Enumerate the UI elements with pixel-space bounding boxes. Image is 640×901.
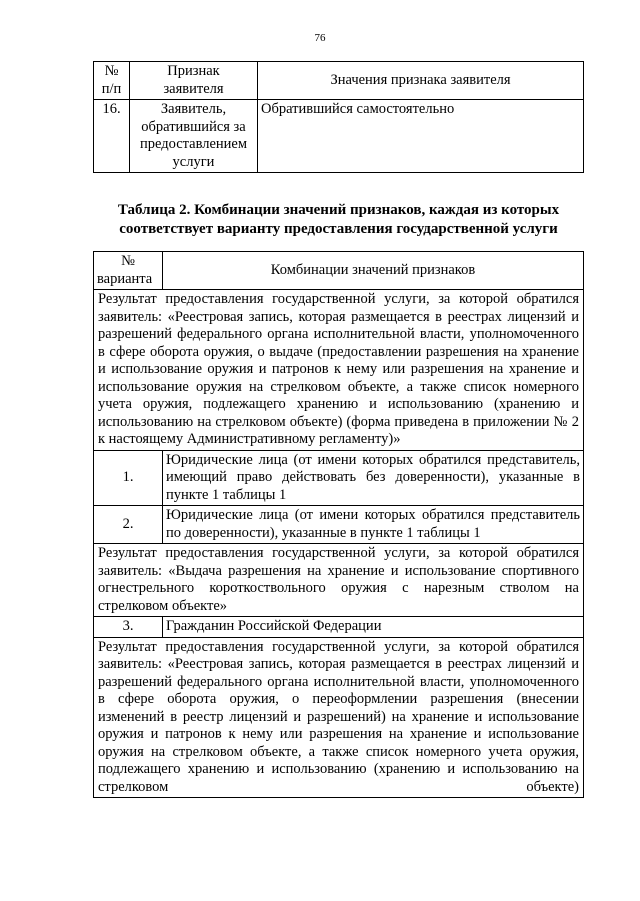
combinations-table bbox=[93, 251, 584, 798]
result-row bbox=[94, 637, 584, 798]
header-values-cell: Значения признака заявителя bbox=[258, 62, 584, 100]
result-row bbox=[94, 544, 584, 617]
table-row bbox=[94, 100, 584, 173]
table-row bbox=[94, 506, 584, 544]
row-value-cell: Обратившийся самостоятельно bbox=[258, 100, 584, 173]
variant-combination-3: Гражданин Российской Федерации bbox=[163, 617, 584, 638]
header-number-symbol: № bbox=[104, 63, 119, 79]
variant-combination-2: Юридические лица (от имени которых обратился представитель по доверенности), указанные в пункте 1 таблицы 1 bbox=[163, 506, 584, 544]
header-sign-cell bbox=[130, 62, 258, 100]
row-sign-cell: Заявитель, обратившийся за предоставлением услуги bbox=[130, 100, 258, 173]
table-row bbox=[94, 450, 584, 506]
variant-number-3: 3. bbox=[94, 617, 163, 638]
result-description-1: Результат предоставления государственной услуги, за которой обратился заявитель: «Реестровая запись, которая размещается в реестрах лицензий и разрешений федерального органа исполнительной власти, уполномоченного в сфере оборота оружия, о выдаче (предоставлении разрешения на хранение и использование оружия и патронов к нему или разрешения на хранение и использование оружия на стрелковом объекте, а также список номерного учета оружия, подлежащего хранению и использованию (хранению и использованию на стрелковом объекте) (форма приведена в приложении № 2 к настоящему Административному регламенту)» bbox=[94, 290, 584, 451]
variant-number-1: 1. bbox=[94, 450, 163, 506]
table2-title bbox=[93, 201, 584, 239]
row-number-cell: 16. bbox=[94, 100, 130, 173]
page-number: 76 bbox=[314, 32, 326, 44]
result-description-2: Результат предоставления государственной услуги, за которой обратился заявитель: «Выдача разрешения на хранение и использование спортивного огнестрельного короткоствольного оружия с нарезным стволом на стрелковом объекте» bbox=[94, 544, 584, 617]
header-number-cell bbox=[94, 62, 130, 100]
header-variant-number-symbol: № bbox=[121, 253, 135, 269]
variant-number-2: 2. bbox=[94, 506, 163, 544]
table-header-row bbox=[94, 252, 584, 290]
table-row bbox=[94, 617, 584, 638]
attributes-table bbox=[93, 61, 584, 173]
header-sign-line2: заявителя bbox=[163, 80, 224, 97]
table-header-row bbox=[94, 62, 584, 100]
header-number-label: п/п bbox=[101, 80, 122, 97]
variant-combination-1: Юридические лица (от имени которых обратился представитель, имеющий право действовать без доверенности), указанные в пункте 1 таблицы 1 bbox=[163, 450, 584, 506]
header-combinations-cell: Комбинации значений признаков bbox=[163, 252, 584, 290]
table2-title-line2: соответствует варианту предоставления государственной услуги bbox=[119, 221, 558, 237]
result-description-3: Результат предоставления государственной услуги, за которой обратился заявитель: «Реестровая запись, которая размещается в реестрах лицензий и разрешений федерального органа исполнительной власти, уполномоченного в сфере оборота оружия, о переоформлении разрешения (внесении изменений в реестр лицензий и разрешений) на хранение и использование оружия и патронов к нему или разрешения на хранение и использование оружия на стрелковом объекте, а также список номерного учета оружия, подлежащего хранению и использованию (хранению и использованию на стрелковом объекте) bbox=[94, 637, 584, 798]
header-sign-line1: Признак bbox=[167, 63, 220, 79]
header-variant-number-cell bbox=[94, 252, 163, 290]
result-row bbox=[94, 290, 584, 451]
table2-title-line1: Таблица 2. Комбинации значений признаков, каждая из которых bbox=[117, 202, 560, 218]
header-variant-number-label: варианта bbox=[97, 270, 153, 287]
